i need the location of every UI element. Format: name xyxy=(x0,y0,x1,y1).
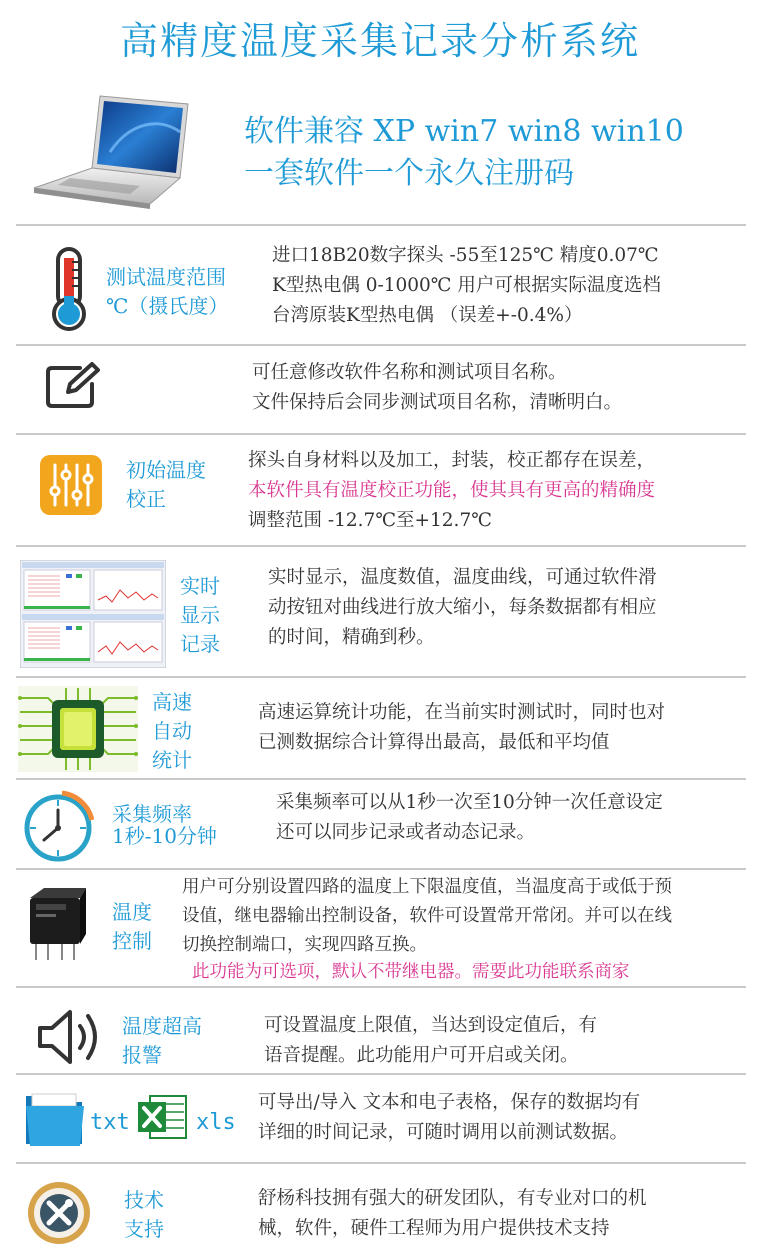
feature-description: 可导出/导入 文本和电子表格，保存的数据均有 xyxy=(258,1092,641,1113)
divider xyxy=(16,224,746,226)
feature-description: 高速运算统计功能，在当前实时测试时，同时也对 xyxy=(258,702,666,723)
page-title: 高精度温度采集记录分析系统 xyxy=(119,19,640,63)
feature-label: 统计 xyxy=(152,748,192,772)
feature-label: 支持 xyxy=(124,1217,164,1241)
feature-description: 详细的时间记录，可随时调用以前测试数据。 xyxy=(258,1122,629,1143)
feature-label: 校正 xyxy=(126,487,166,511)
feature-label: 初始温度 xyxy=(126,458,206,482)
divider xyxy=(16,778,746,780)
divider xyxy=(16,344,746,346)
feature-label: 自动 xyxy=(152,719,192,743)
divider xyxy=(16,676,746,678)
feature-description: 文件保持后会同步测试项目名称，清晰明白。 xyxy=(252,392,623,413)
feature-description: 语音提醒。此功能用户可开启或关闭。 xyxy=(264,1045,579,1066)
edit-icon xyxy=(44,360,104,410)
feature-label: 测试温度范围 xyxy=(106,265,226,289)
feature-label: 报警 xyxy=(122,1043,162,1067)
feature-description: 实时显示，温度数值，温度曲线，可通过软件滑 xyxy=(268,567,657,588)
excel-icon xyxy=(136,1092,188,1142)
feature-label: 实时 xyxy=(180,574,220,598)
laptop-icon xyxy=(30,92,195,212)
feature-description: 械，软件，硬件工程师为用户提供技术支持 xyxy=(258,1218,610,1239)
divider xyxy=(16,433,746,435)
feature-description: 还可以同步记录或者动态记录。 xyxy=(276,822,536,843)
license-text: 一套软件一个永久注册码 xyxy=(244,156,574,191)
feature-label: 高速 xyxy=(152,690,192,714)
relay-icon xyxy=(24,886,86,964)
feature-description: 进口18B20数字探头 -55至125℃ 精度0.07℃ xyxy=(272,245,659,266)
feature-description: 切换控制端口，实现四路互换。 xyxy=(182,935,427,955)
sliders-icon xyxy=(40,455,102,515)
divider xyxy=(16,1073,746,1075)
feature-description: 调整范围 -12.7℃至+12.7℃ xyxy=(248,510,492,531)
feature-description: 用户可分别设置四路的温度上下限温度值，当温度高于或低于预 xyxy=(182,877,672,897)
chip-icon xyxy=(18,686,138,772)
feature-label: 1秒-10分钟 xyxy=(112,824,217,848)
folder-icon xyxy=(24,1088,86,1148)
feature-label: 采集频率 xyxy=(112,802,192,826)
feature-description: 设值，继电器输出控制设备，软件可设置常开常闭。并可以在线 xyxy=(182,906,672,926)
divider xyxy=(16,1162,746,1164)
divider xyxy=(16,986,746,988)
feature-description: 可任意修改软件名称和测试项目名称。 xyxy=(252,362,567,383)
feature-description: 本软件具有温度校正功能，使其具有更高的精确度 xyxy=(248,480,656,501)
feature-label: ℃（摄氏度） xyxy=(106,294,229,318)
feature-description: K型热电偶 0-1000℃ 用户可根据实际温度选档 xyxy=(272,275,661,296)
feature-label: 记录 xyxy=(180,632,220,656)
feature-description: 的时间，精确到秒。 xyxy=(268,627,435,648)
feature-description: 舒杨科技拥有强大的研发团队，有专业对口的机 xyxy=(258,1188,647,1209)
clock-icon xyxy=(22,790,94,862)
feature-description: 动按钮对曲线进行放大缩小，每条数据都有相应 xyxy=(268,597,657,618)
tools-icon xyxy=(26,1180,92,1246)
divider xyxy=(16,545,746,547)
txt-label: txt xyxy=(90,1110,130,1135)
feature-description: 台湾原装K型热电偶 （误差+-0.4%） xyxy=(272,305,583,326)
thermometer-icon xyxy=(44,246,94,332)
optional-note: 此功能为可选项，默认不带继电器。需要此功能联系商家 xyxy=(192,962,630,982)
feature-label: 温度 xyxy=(112,900,152,924)
feature-description: 采集频率可以从1秒一次至10分钟一次任意设定 xyxy=(276,792,663,813)
software-screenshot-icon xyxy=(20,560,166,668)
xls-label: xls xyxy=(196,1110,236,1135)
feature-label: 控制 xyxy=(112,929,152,953)
feature-label: 温度超高 xyxy=(122,1014,202,1038)
feature-description: 可设置温度上限值，当达到设定值后，有 xyxy=(264,1015,598,1036)
divider xyxy=(16,868,746,870)
compatibility-text: 软件兼容 XP win7 win8 win10 xyxy=(244,114,684,149)
feature-description: 探头自身材料以及加工，封装，校正都存在误差， xyxy=(248,450,656,471)
speaker-icon xyxy=(34,1006,106,1068)
feature-label: 显示 xyxy=(180,603,220,627)
feature-description: 已测数据综合计算得出最高，最低和平均值 xyxy=(258,732,610,753)
feature-label: 技术 xyxy=(124,1188,164,1212)
